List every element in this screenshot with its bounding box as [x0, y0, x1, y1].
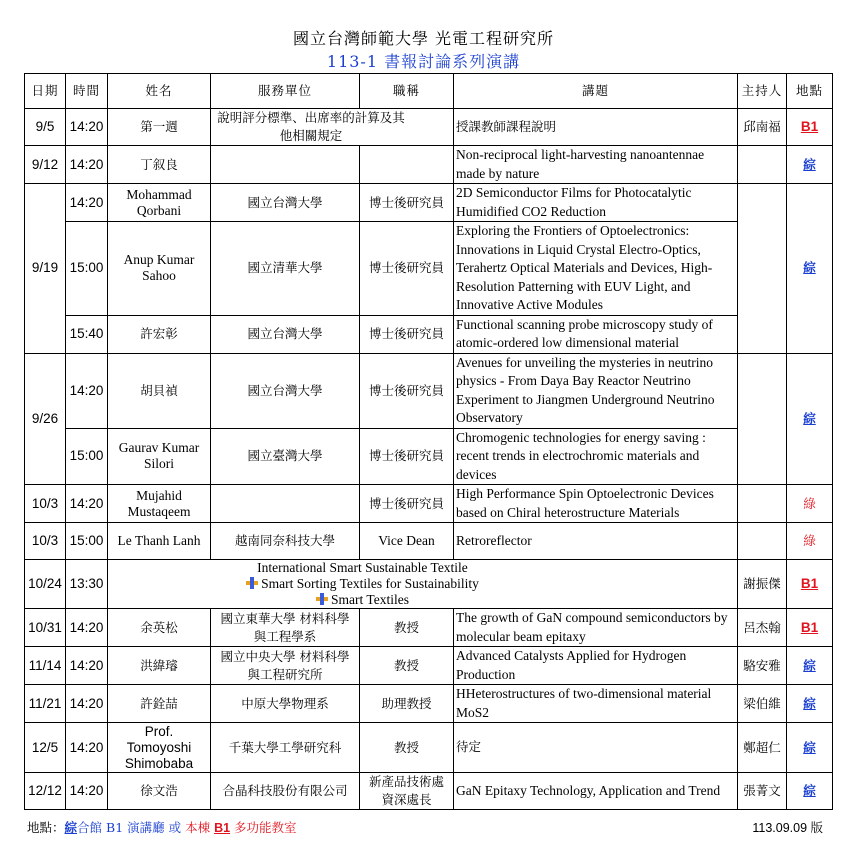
topic-cell: The growth of GaN compound semiconductors by molecular beam epitaxy: [454, 609, 738, 647]
unit-cell: [211, 485, 360, 523]
time-cell: 14:20: [66, 647, 108, 685]
table-row: [25, 428, 833, 485]
name-cell: Prof. Tomoyoshi Shimobaba: [108, 723, 211, 773]
time-cell: 14:20: [66, 685, 108, 723]
place-cell: [787, 723, 833, 773]
name-cell: Gaurav Kumar Silori: [108, 428, 211, 485]
place-zong-link[interactable]: 綜: [803, 410, 816, 426]
table-row: [25, 523, 833, 560]
host-cell: [738, 485, 787, 523]
place-cell: [787, 647, 833, 685]
location-zong-text: 合館 B1 演講廳 或: [77, 820, 186, 835]
date-cell: 11/14: [25, 647, 66, 685]
place-cell: [787, 353, 833, 485]
title-cell: 博士後研究員: [360, 184, 454, 222]
name-cell: 洪緯璿: [108, 647, 211, 685]
date-cell: 12/5: [25, 723, 66, 773]
col-header-title: 職稱: [360, 74, 454, 109]
title-cell: 博士後研究員: [360, 428, 454, 485]
place-cell: [787, 609, 833, 647]
unit-cell: 國立中央大學 材料科學與工程研究所: [211, 647, 360, 685]
place-cell: [787, 146, 833, 184]
name-cell: 丁叙良: [108, 146, 211, 184]
place-zong-link[interactable]: 綜: [803, 783, 816, 798]
header-row: [25, 74, 833, 109]
time-cell: 14:20: [66, 485, 108, 523]
name-cell: 徐文浩: [108, 773, 211, 810]
col-header-name: 姓名: [108, 74, 211, 109]
time-cell: 14:20: [66, 773, 108, 810]
event-subitem: [108, 576, 736, 592]
topic-cell: High Performance Spin Optoelectronic Devices based on Chiral heterostructure Materials: [454, 485, 738, 523]
event-cell: [108, 560, 738, 609]
date-cell: 9/12: [25, 146, 66, 184]
table-row: [25, 353, 833, 428]
place-b1-link[interactable]: B1: [800, 619, 819, 635]
name-cell: 第一週: [108, 109, 211, 146]
place-zong-link[interactable]: 綜: [803, 260, 816, 276]
unit-cell: 國立臺灣大學: [211, 428, 360, 485]
host-cell: 邱南福: [738, 109, 787, 146]
place-cell: [787, 523, 833, 560]
unit-cell: 國立清華大學: [211, 222, 360, 316]
table-row: [25, 723, 833, 773]
col-header-place: 地點: [787, 74, 833, 109]
date-cell: 12/12: [25, 773, 66, 810]
col-header-unit: 服務單位: [211, 74, 360, 109]
date-cell: 9/19: [25, 184, 66, 354]
date-cell: 11/21: [25, 685, 66, 723]
place-b1-link[interactable]: B1: [800, 576, 819, 591]
date-cell: 10/24: [25, 560, 66, 609]
place-lv-text: 綠: [803, 533, 816, 548]
location-b1-prefix: 本棟: [185, 820, 215, 835]
page-subtitle: 113-1 書報討論系列演講: [326, 52, 521, 71]
date-cell: 9/5: [25, 109, 66, 146]
event-subitem: [108, 592, 736, 608]
time-cell: 14:20: [66, 146, 108, 184]
place-lv-text: 綠: [803, 495, 816, 511]
table-row: [25, 315, 833, 353]
topic-cell: Retroreflector: [454, 523, 738, 560]
location-note-prefix: 地點：: [27, 820, 65, 835]
name-cell: 胡貝禎: [108, 353, 211, 428]
topic-cell: Advanced Catalysts Applied for Hydrogen Production: [454, 647, 738, 685]
unit-cell: 千葉大學工學研究科: [211, 723, 360, 773]
place-cell: [787, 560, 833, 609]
host-cell: 謝振傑: [738, 560, 787, 609]
unit-cell: 中原大學物理系: [211, 685, 360, 723]
place-cell: [787, 485, 833, 523]
title-cell: 博士後研究員: [360, 222, 454, 316]
name-cell: 余英松: [108, 609, 211, 647]
unit-cell: 國立台灣大學: [211, 184, 360, 222]
unit-cell: 國立台灣大學: [211, 353, 360, 428]
host-cell: 呂杰翰: [738, 609, 787, 647]
time-cell: 14:20: [66, 723, 108, 773]
time-cell: 15:00: [66, 428, 108, 485]
topic-cell: 待定: [454, 723, 738, 773]
date-cell: 9/26: [25, 353, 66, 485]
topic-cell: GaN Epitaxy Technology, Application and Trend: [454, 773, 738, 810]
location-b1-link[interactable]: B1: [214, 821, 231, 835]
time-cell: 15:00: [66, 523, 108, 560]
place-zong-link[interactable]: 綜: [803, 657, 816, 673]
host-cell: [738, 184, 787, 354]
page-title: 國立台灣師範大學 光電工程研究所: [292, 29, 555, 48]
name-cell: Le Thanh Lanh: [108, 523, 211, 560]
time-cell: 15:00: [66, 222, 108, 316]
col-header-topic: 講題: [454, 74, 738, 109]
table-row: [25, 485, 833, 523]
title-cell: 教授: [360, 723, 454, 773]
version-label: 113.09.09 版: [752, 821, 823, 835]
table-row: [25, 222, 833, 316]
table-row: [25, 609, 833, 647]
place-cell: [787, 184, 833, 354]
place-cell: [787, 109, 833, 146]
topic-cell: Exploring the Frontiers of Optoelectronics: Innovations in Liquid Crystal Electro-Optics, Terahertz Optical Materials and Devices, High-Resolution Patterning with EUV Light, and Innovative Active Modules: [454, 222, 738, 316]
col-header-date: 日期: [25, 74, 66, 109]
time-cell: 13:30: [66, 560, 108, 609]
schedule-table: [24, 73, 833, 810]
unit-cell: 國立東華大學 材料科學與工程學系: [211, 609, 360, 647]
time-cell: 14:20: [66, 184, 108, 222]
host-cell: [738, 146, 787, 184]
topic-cell: Avenues for unveiling the mysteries in neutrino physics - From Daya Bay Reactor Neutrino Experiment to Jiangmen Underground Neutrino Observatory: [454, 353, 738, 428]
unit-cell: [211, 146, 360, 184]
topic-cell: Chromogenic technologies for energy saving : recent trends in electrochromic materials and devices: [454, 428, 738, 485]
title-cell: 博士後研究員: [360, 485, 454, 523]
name-cell: Mohammad Qorbani: [108, 184, 211, 222]
table-row: [25, 109, 833, 146]
place-zong-link[interactable]: 綜: [803, 695, 816, 711]
title-cell: 教授: [360, 647, 454, 685]
place-b1-link[interactable]: B1: [800, 119, 819, 134]
host-cell: 梁伯維: [738, 685, 787, 723]
title-cell: [360, 146, 454, 184]
title-cell: 博士後研究員: [360, 353, 454, 428]
event-title: International Smart Sustainable Textile: [257, 560, 468, 575]
col-header-host: 主持人: [738, 74, 787, 109]
bullet-icon: [316, 593, 328, 605]
title-cell: 教授: [360, 609, 454, 647]
event-subitem-label: Smart Sorting Textiles for Sustainability: [261, 576, 479, 591]
time-cell: 14:20: [66, 109, 108, 146]
date-cell: 10/3: [25, 485, 66, 523]
topic-cell: 授課教師課程說明: [454, 109, 738, 146]
col-header-time: 時間: [66, 74, 108, 109]
host-cell: [738, 353, 787, 485]
title-cell: 助理教授: [360, 685, 454, 723]
table-row: [25, 685, 833, 723]
host-cell: 鄭超仁: [738, 723, 787, 773]
host-cell: 張菁文: [738, 773, 787, 810]
name-cell: Mujahid Mustaqeem: [108, 485, 211, 523]
title-cell: 新產品技術處 資深處長: [360, 773, 454, 810]
name-cell: Anup Kumar Sahoo: [108, 222, 211, 316]
place-cell: [787, 685, 833, 723]
name-cell: 許宏彰: [108, 315, 211, 353]
bullet-icon: [246, 577, 258, 589]
table-row: [25, 773, 833, 810]
unit-cell: 合晶科技股份有限公司: [211, 773, 360, 810]
title-cell: Vice Dean: [360, 523, 454, 560]
place-zong-link[interactable]: 綜: [803, 156, 816, 172]
topic-cell: HHeterostructures of two-dimensional material MoS2: [454, 685, 738, 723]
time-cell: 14:20: [66, 353, 108, 428]
table-row: [25, 647, 833, 685]
topic-cell: Non-reciprocal light-harvesting nanoantennae made by nature: [454, 146, 738, 184]
time-cell: 14:20: [66, 609, 108, 647]
host-cell: 駱安雅: [738, 647, 787, 685]
table-row: [25, 560, 833, 609]
name-cell: 許銓喆: [108, 685, 211, 723]
host-cell: [738, 523, 787, 560]
date-cell: 10/31: [25, 609, 66, 647]
title-cell: 博士後研究員: [360, 315, 454, 353]
event-subitem-label: Smart Textiles: [331, 592, 409, 607]
unit-cell: 國立台灣大學: [211, 315, 360, 353]
unit-cell: 說明評分標準、出席率的計算及其他相關規定: [211, 109, 454, 146]
location-b1-text: 多功能教室: [230, 820, 297, 835]
topic-cell: Functional scanning probe microscopy study of atomic-ordered low dimensional material: [454, 315, 738, 353]
place-zong-link[interactable]: 綜: [803, 739, 816, 755]
location-zong-link[interactable]: 綜: [64, 820, 78, 835]
place-cell: [787, 773, 833, 810]
table-row: [25, 184, 833, 222]
date-cell: 10/3: [25, 523, 66, 560]
time-cell: 15:40: [66, 315, 108, 353]
table-row: [25, 146, 833, 184]
unit-cell: 越南同奈科技大學: [211, 523, 360, 560]
topic-cell: 2D Semiconductor Films for Photocatalytic Humidified CO2 Reduction: [454, 184, 738, 222]
location-note: [27, 818, 297, 836]
